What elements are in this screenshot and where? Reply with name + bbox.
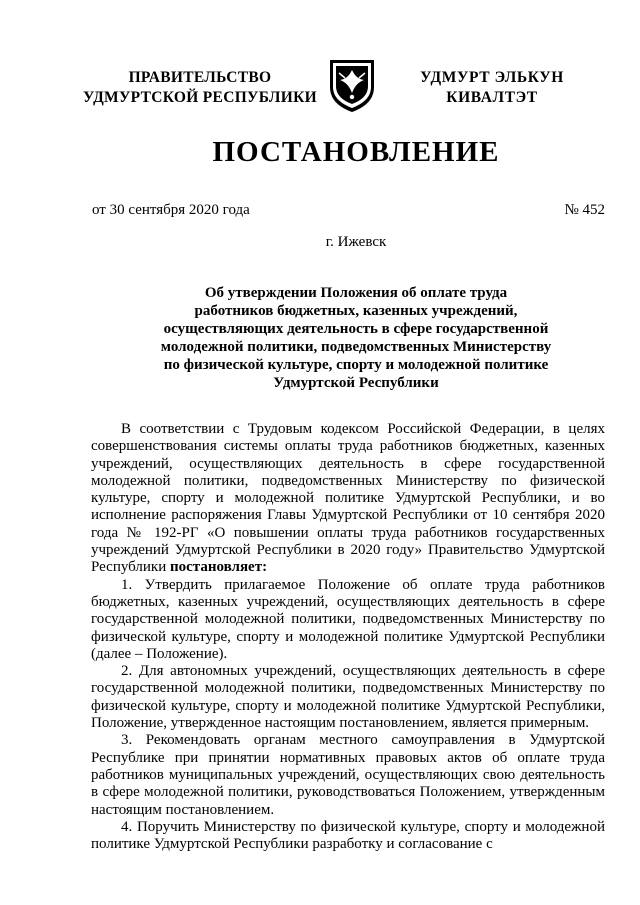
document-body — [91, 421, 605, 853]
header-right-line2: КИВАЛТЭТ — [446, 89, 538, 106]
body-intro-text: В соответствии с Трудовым кодексом Российской Федерации, в целях совершенствования системы оплаты труда работников бюджетных, казенных учреждений, осуществляющих деятельность в сфере государственной молодежной политики, подведомственных Министерству по физической культуре, спорту и молодежной политике Удмуртской Республики, и во исполнение распоряжения Главы Удмуртской Республики от 10 сентября 2020 года № 192-РГ «О повышении оплаты труда работников государственных учреждений Удмуртской Республики в 2020 году» Правительство Удмуртской Республики — [91, 421, 605, 576]
body-paragraph-3: 3. Рекомендовать органам местного самоуправления в Удмуртской Республике при принятии нормативных правовых актов об оплате труда работников муниципальных учреждений, осуществляющих свою деятельность в сфере молодежной политики, руководствоваться Положением, утвержденным настоящим постановлением. — [91, 732, 605, 818]
coat-of-arms-icon — [327, 57, 377, 113]
header-left-line2: УДМУРТСКОЙ РЕСПУБЛИКИ — [82, 89, 317, 106]
subject-line: Об утверждении Положения об оплате труда — [204, 285, 508, 301]
document-city: г. Ижевск — [325, 234, 387, 250]
header-right-line1: УДМУРТ ЭЛЬКУН — [420, 69, 564, 86]
subject-line: Удмуртской Республики — [273, 375, 439, 391]
subject-line: молодежной политики, подведомственных Министерству — [160, 339, 552, 355]
header-right — [400, 68, 584, 108]
body-resolves: постановляет: — [170, 559, 268, 576]
subject-line: осуществляющих деятельность в сфере государственной — [163, 321, 549, 337]
header-left — [80, 68, 320, 108]
document-title: ПОСТАНОВЛЕНИЕ — [212, 136, 500, 168]
body-intro-paragraph — [91, 421, 605, 577]
document-subject — [130, 284, 582, 392]
document-number: № 452 — [564, 202, 605, 218]
subject-line: работников бюджетных, казенных учреждений, — [194, 303, 518, 319]
body-paragraph-2: 2. Для автономных учреждений, осуществляющих деятельность в сфере государственной молодежной политики, подведомственных Министерству по физической культуре, спорту и молодежной политике Удмуртской Республики, Положение, утвержденное настоящим постановлением, является примерным. — [91, 663, 605, 732]
subject-line: по физической культуре, спорту и молодежной политике — [163, 357, 549, 373]
header-left-line1: ПРАВИТЕЛЬСТВО — [128, 69, 272, 86]
body-paragraph-4: 4. Поручить Министерству по физической культуре, спорту и молодежной политике Удмуртской Республики разработку и согласование с — [91, 818, 605, 853]
document-date: от 30 сентября 2020 года — [92, 202, 250, 218]
body-paragraph-1: 1. Утвердить прилагаемое Положение об оплате труда работников бюджетных, казенных учреждений, осуществляющих деятельность в сфере государственной молодежной политики, подведомственных Министерству по физической культуре, спорту и молодежной политике Удмуртской Республики (далее – Положение). — [91, 576, 605, 662]
